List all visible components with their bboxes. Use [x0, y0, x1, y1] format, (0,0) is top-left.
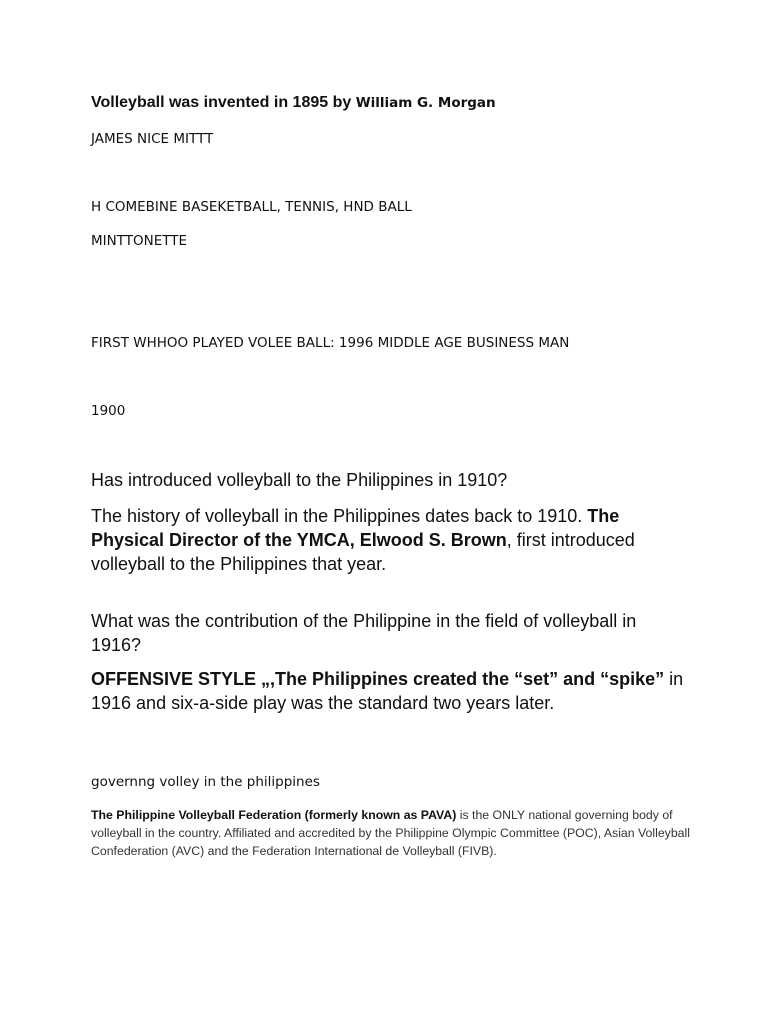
answer-1916-rest: in 1916 and six-a-side play was the standard two years later.: [91, 669, 684, 713]
question-1916: What was the contribution of the Philippine in the field of volleyball in 1916?: [91, 611, 637, 655]
note-james: JAMES NICE MITTT: [91, 131, 214, 147]
page-title: [91, 94, 496, 112]
note-first-played: FIRST WHHOO PLAYED VOLEE BALL: 1996 MIDDLE AGE BUSINESS MAN: [91, 335, 570, 351]
answer-1916-highlight: OFFENSIVE STYLE „,The Philippines created the “set” and “spike”: [91, 669, 665, 689]
note-combine: H COMEBINE BASEKETBALL, TENNIS, HND BALL: [91, 199, 412, 215]
answer-1910-rest: , first introduced volleyball to the Philippines that year.: [91, 530, 635, 574]
answer-1910-highlight: The Physical Director of the YMCA, Elwood S. Brown: [91, 506, 620, 550]
note-year: 1900: [91, 403, 126, 419]
governing-heading: governng volley in the philippines: [91, 774, 320, 790]
title-text: Volleyball was invented in 1895 by: [91, 94, 356, 111]
governing-body-name: The Philippine Volleyball Federation (formerly known as PAVA): [91, 808, 457, 822]
governing-body-text: is the ONLY national governing body of volleyball in the country. Affiliated and accredited by the Philippine Olympic Committee (POC), Asian Volleyball Confederation (AVC) and the Federation International de Volleyball (FIVB).: [91, 808, 690, 858]
note-mintonette: MINTTONETTE: [91, 233, 188, 249]
inventor-name: William G. Morgan: [355, 95, 496, 111]
question-1910: Has introduced volleyball to the Philippines in 1910?: [91, 470, 508, 490]
answer-1916: [91, 667, 691, 715]
answer-1910-intro: The history of volleyball in the Philippines dates back to 1910.: [91, 506, 588, 526]
answer-1910: [91, 504, 691, 576]
governing-paragraph: [91, 806, 691, 860]
